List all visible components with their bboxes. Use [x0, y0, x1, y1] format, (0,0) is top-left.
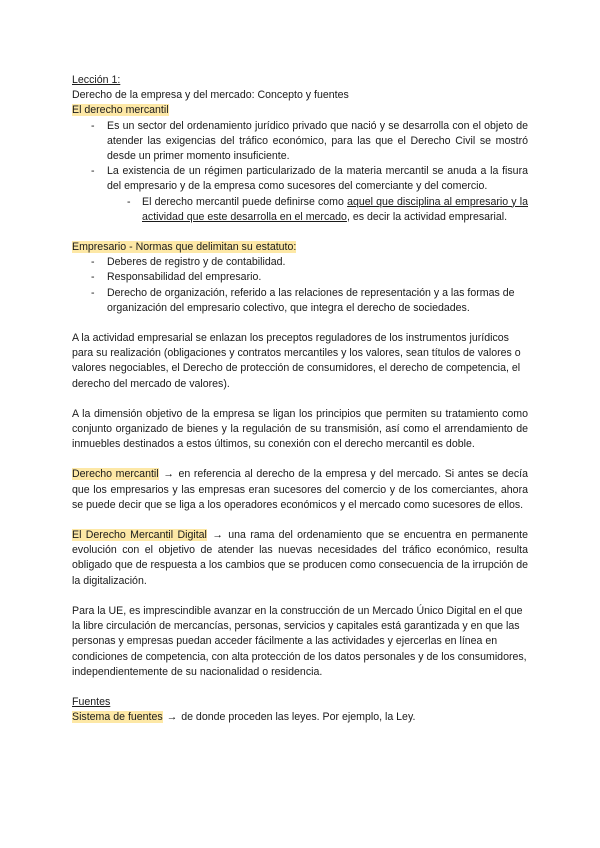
arrow-icon: → — [163, 468, 174, 481]
dimension-paragraph: A la dimensión objetivo de la empresa se ligan los principios que permiten su tratamiento como conjunto organizado de bienes y la regulación de su transmisión, así como el arrendamiento de inmuebles destinados a estos últimos, su conexión con el derecho mercantil es doble. — [72, 407, 528, 451]
definition-suffix: , es decir la actividad empresarial. — [346, 210, 508, 223]
derecho-mercantil-paragraph — [72, 467, 528, 513]
document-content — [72, 73, 528, 725]
list-item-text: Es un sector del ordenamiento jurídico privado que nació y se desarrolla con el objeto de atender las exigencias del tráfico económico, para las que el Derecho Civil se mostró desde un primer momento insuficiente. — [107, 119, 528, 163]
fuentes-paragraph — [72, 710, 528, 725]
list-item — [72, 164, 528, 225]
digital-term: El Derecho Mercantil Digital — [72, 529, 207, 542]
arrow-icon: → — [166, 711, 178, 724]
arrow-icon: → — [212, 529, 223, 542]
list-item — [72, 270, 528, 285]
derecho-mercantil-sublist — [107, 195, 528, 225]
lesson-title: Derecho de la empresa y del mercado: Concepto y fuentes — [72, 89, 349, 102]
definition-prefix: El derecho mercantil puede definirse como — [142, 195, 348, 208]
list-item-text: Deberes de registro y de contabilidad. — [107, 256, 286, 269]
list-item — [72, 119, 528, 165]
fuentes-heading: Fuentes — [72, 695, 111, 708]
digital-text: una rama del ordenamiento que se encuentra en permanente evolución con el objetivo de atender las nuevas necesidades del tráfico económico, resulta obligado que de respuesta a los cambios que se producen como consecuencia de la irrupción de la digitalización. — [72, 529, 528, 587]
actividad-paragraph: A la actividad empresarial se enlazan los preceptos reguladores de los instrumentos jurídicos para su realización (obligaciones y contratos mercantiles y los valores, sean títulos de valores o valores negociables, el Derecho de protección de consumidores, el derecho de competencia, el derecho del mercado de valores). — [72, 332, 521, 390]
list-item — [72, 286, 528, 316]
empresario-list — [72, 255, 528, 316]
lesson-label: Lección 1: — [72, 74, 121, 86]
digital-paragraph — [72, 528, 528, 589]
sub-list-item — [107, 195, 528, 225]
derecho-mercantil-text: en referencia al derecho de la empresa y del mercado. Si antes se decía que los empresarios y las empresas eran sucesores del comercio y de los comerciantes, ahora se puede decir que se liga a los operadores económicos y el mercado como sucesores de ellos. — [72, 468, 528, 511]
derecho-mercantil-term: Derecho mercantil — [72, 468, 159, 481]
list-item-text: Derecho de organización, referido a las relaciones de representación y a las formas de organización del empresario colectivo, que integra el derecho de sociedades. — [107, 286, 515, 314]
definition-underlined: aquel que disciplina al empresario y la actividad que este desarrolla en el mercado — [142, 195, 529, 223]
derecho-mercantil-list — [72, 119, 528, 225]
list-item-text: La existencia de un régimen particularizado de la materia mercantil se anuda a la fisura del empresario y de la empresa como sucesores del comerciante y del comercio. — [107, 165, 528, 193]
derecho-mercantil-heading: El derecho mercantil — [72, 104, 169, 117]
empresario-heading: Empresario - Normas que delimitan su estatuto: — [72, 241, 297, 254]
fuentes-term: Sistema de fuentes — [72, 711, 163, 724]
ue-paragraph: Para la UE, es imprescindible avanzar en la construcción de un Mercado Único Digital en el que la libre circulación de mercancías, personas, servicios y capitales está garantizada y en que las personas y empresas puedan acceder fácilmente a las actividades y ejercerlas en línea en condiciones de competencia, con alta protección de los datos personales y de los consumidores, independientemente de su nacionalidad o residencia. — [72, 604, 527, 678]
fuentes-text: de donde proceden las leyes. Por ejemplo, la Ley. — [181, 711, 416, 724]
list-item-text: Responsabilidad del empresario. — [107, 271, 262, 284]
list-item — [72, 255, 528, 270]
